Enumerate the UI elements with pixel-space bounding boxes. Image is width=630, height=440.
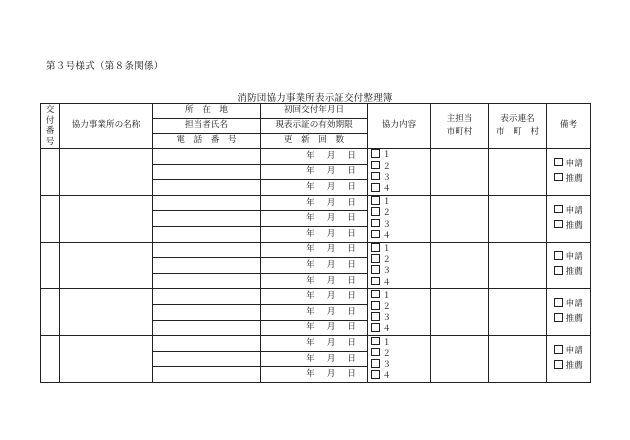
date-day-label: 日 bbox=[347, 306, 356, 317]
entry-date-field[interactable] bbox=[261, 180, 368, 196]
cooperation-checkbox[interactable] bbox=[371, 359, 391, 370]
remark-checkbox[interactable] bbox=[554, 265, 583, 280]
cooperation-checkbox[interactable] bbox=[371, 172, 391, 183]
cooperation-option-label: ４ bbox=[382, 229, 391, 240]
entry-person-field[interactable] bbox=[153, 211, 261, 227]
entry-date-field[interactable] bbox=[261, 304, 368, 320]
entry-date-field[interactable] bbox=[261, 164, 368, 180]
remark-option-label: 申請 bbox=[565, 158, 583, 169]
date-year-label: 年 bbox=[306, 337, 315, 348]
cooperation-checkbox[interactable] bbox=[371, 277, 391, 288]
entry-joint-display[interactable] bbox=[489, 195, 547, 242]
date-month-label: 月 bbox=[326, 228, 336, 239]
remark-checkbox[interactable] bbox=[554, 157, 583, 172]
cooperation-checkbox[interactable] bbox=[371, 219, 391, 230]
entry-business-name[interactable] bbox=[60, 195, 153, 242]
entry-remarks bbox=[547, 149, 591, 196]
checkbox-square-icon bbox=[371, 183, 380, 192]
cooperation-checkbox[interactable] bbox=[371, 301, 391, 312]
header-remarks: 備考 bbox=[547, 104, 591, 149]
remark-checkbox[interactable] bbox=[554, 172, 583, 187]
form-number-label: 第３号様式（第８条関係） bbox=[46, 61, 164, 72]
entry-cooperation-options bbox=[368, 289, 431, 336]
entry-phone-field[interactable] bbox=[153, 226, 261, 242]
remark-option-label: 申請 bbox=[565, 252, 583, 263]
date-month-label: 月 bbox=[326, 291, 336, 302]
table-row bbox=[41, 195, 591, 211]
header-row-1 bbox=[41, 104, 591, 119]
entry-joint-display[interactable] bbox=[489, 289, 547, 336]
date-day-label: 日 bbox=[347, 228, 356, 239]
cooperation-checkbox[interactable] bbox=[371, 348, 391, 359]
entry-remarks bbox=[547, 336, 591, 383]
entry-issue-number[interactable] bbox=[41, 149, 60, 196]
entry-phone-field[interactable] bbox=[153, 367, 261, 383]
header-main-municipality: 主担当 市町村 bbox=[431, 104, 489, 149]
entry-person-field[interactable] bbox=[153, 304, 261, 320]
header-person-in-charge: 担当者氏名 bbox=[153, 119, 261, 134]
cooperation-option-label: ２ bbox=[382, 347, 391, 358]
remark-option-label: 推薦 bbox=[565, 220, 583, 231]
entry-business-name[interactable] bbox=[60, 242, 153, 289]
cooperation-option-label: ２ bbox=[382, 207, 391, 218]
date-month-label: 月 bbox=[326, 353, 336, 364]
entry-address-field[interactable] bbox=[153, 195, 261, 211]
checkbox-square-icon bbox=[554, 173, 563, 182]
date-month-label: 月 bbox=[326, 369, 336, 380]
checkbox-square-icon bbox=[371, 277, 380, 286]
entry-issue-number[interactable] bbox=[41, 289, 60, 336]
checkbox-square-icon bbox=[371, 149, 380, 158]
cooperation-option-label: ３ bbox=[382, 312, 391, 323]
cooperation-option-label: ３ bbox=[382, 359, 391, 370]
entry-address-field[interactable] bbox=[153, 336, 261, 352]
checkbox-square-icon bbox=[554, 205, 563, 214]
checkbox-square-icon bbox=[371, 265, 380, 274]
issue-number-char: 交 bbox=[45, 105, 55, 115]
checkbox-square-icon bbox=[371, 243, 380, 252]
cooperation-checkbox[interactable] bbox=[371, 323, 391, 334]
date-day-label: 日 bbox=[347, 369, 356, 380]
cooperation-checkbox[interactable] bbox=[371, 196, 391, 207]
date-month-label: 月 bbox=[326, 322, 336, 333]
date-year-label: 年 bbox=[306, 181, 315, 192]
checkbox-square-icon bbox=[371, 161, 380, 170]
cooperation-option-label: ２ bbox=[382, 160, 391, 171]
checkbox-square-icon bbox=[554, 313, 563, 322]
cooperation-option-label: １ bbox=[382, 243, 391, 254]
checkbox-square-icon bbox=[371, 348, 380, 357]
date-year-label: 年 bbox=[306, 275, 315, 286]
remark-checkbox[interactable] bbox=[554, 250, 583, 265]
checkbox-square-icon bbox=[554, 158, 563, 167]
entry-issue-number[interactable] bbox=[41, 242, 60, 289]
remark-option-label: 推薦 bbox=[565, 173, 583, 184]
ledger-title: 消防団協力事業所表示証交付整理簿 bbox=[237, 93, 393, 104]
entry-date-field[interactable] bbox=[261, 289, 368, 305]
entry-date-field[interactable] bbox=[261, 273, 368, 289]
date-month-label: 月 bbox=[326, 150, 336, 161]
header-current-validity: 現表示証の有効期限 bbox=[261, 119, 368, 134]
remark-option-label: 推薦 bbox=[565, 267, 583, 278]
entry-joint-display[interactable] bbox=[489, 242, 547, 289]
entry-cooperation-options bbox=[368, 195, 431, 242]
checkbox-square-icon bbox=[371, 337, 380, 346]
checkbox-square-icon bbox=[554, 298, 563, 307]
checkbox-square-icon bbox=[554, 345, 563, 354]
table-row bbox=[41, 242, 591, 258]
entry-cooperation-options bbox=[368, 149, 431, 196]
cooperation-option-label: ４ bbox=[382, 323, 391, 334]
cooperation-option-label: １ bbox=[382, 196, 391, 207]
table-row bbox=[41, 149, 591, 165]
entry-date-field[interactable] bbox=[261, 320, 368, 336]
cooperation-option-label: ４ bbox=[382, 183, 391, 194]
date-year-label: 年 bbox=[306, 306, 315, 317]
remark-checkbox[interactable] bbox=[554, 359, 583, 374]
checkbox-square-icon bbox=[371, 230, 380, 239]
entry-date-field[interactable] bbox=[261, 336, 368, 352]
entry-joint-display[interactable] bbox=[489, 336, 547, 383]
entry-main-municipality[interactable] bbox=[431, 195, 489, 242]
cooperation-checkbox[interactable] bbox=[371, 312, 391, 323]
entry-main-municipality[interactable] bbox=[431, 289, 489, 336]
remark-checkbox[interactable] bbox=[554, 312, 583, 327]
issuance-ledger-table bbox=[40, 103, 591, 383]
entry-address-field[interactable] bbox=[153, 149, 261, 165]
header-address: 所 在 地 bbox=[153, 104, 261, 119]
cooperation-checkbox[interactable] bbox=[371, 265, 391, 276]
date-day-label: 日 bbox=[347, 275, 356, 286]
date-year-label: 年 bbox=[306, 322, 315, 333]
checkbox-square-icon bbox=[554, 251, 563, 260]
table-row bbox=[41, 336, 591, 352]
date-month-label: 月 bbox=[326, 213, 336, 224]
checkbox-square-icon bbox=[371, 323, 380, 332]
cooperation-checkbox[interactable] bbox=[371, 254, 391, 265]
cooperation-option-label: ２ bbox=[382, 254, 391, 265]
issue-number-char: 番 bbox=[45, 126, 55, 136]
date-month-label: 月 bbox=[326, 197, 336, 208]
date-day-label: 日 bbox=[347, 213, 356, 224]
table-row bbox=[41, 289, 591, 305]
entry-main-municipality[interactable] bbox=[431, 336, 489, 383]
date-year-label: 年 bbox=[306, 369, 315, 380]
remark-option-label: 申請 bbox=[565, 299, 583, 310]
entry-remarks bbox=[547, 289, 591, 336]
remark-checkbox[interactable] bbox=[554, 219, 583, 234]
date-day-label: 日 bbox=[347, 322, 356, 333]
checkbox-square-icon bbox=[371, 290, 380, 299]
checkbox-square-icon bbox=[371, 207, 380, 216]
cooperation-option-label: ４ bbox=[382, 370, 391, 381]
cooperation-option-label: ２ bbox=[382, 301, 391, 312]
date-day-label: 日 bbox=[347, 353, 356, 364]
entry-person-field[interactable] bbox=[153, 258, 261, 274]
date-month-label: 月 bbox=[326, 275, 336, 286]
entry-phone-field[interactable] bbox=[153, 180, 261, 196]
cooperation-option-label: ４ bbox=[382, 276, 391, 287]
entry-date-field[interactable] bbox=[261, 351, 368, 367]
checkbox-square-icon bbox=[554, 266, 563, 275]
date-year-label: 年 bbox=[306, 213, 315, 224]
entry-remarks bbox=[547, 242, 591, 289]
checkbox-square-icon bbox=[371, 172, 380, 181]
date-year-label: 年 bbox=[306, 244, 315, 255]
date-year-label: 年 bbox=[306, 166, 315, 177]
header-cooperation: 協力内容 bbox=[368, 104, 431, 149]
remark-checkbox[interactable] bbox=[554, 204, 583, 219]
checkbox-square-icon bbox=[371, 370, 380, 379]
remark-checkbox[interactable] bbox=[554, 344, 583, 359]
cooperation-option-label: ３ bbox=[382, 265, 391, 276]
cooperation-option-label: ３ bbox=[382, 171, 391, 182]
entry-business-name[interactable] bbox=[60, 149, 153, 196]
date-month-label: 月 bbox=[326, 181, 336, 192]
date-day-label: 日 bbox=[347, 197, 356, 208]
date-month-label: 月 bbox=[326, 259, 336, 270]
entry-date-field[interactable] bbox=[261, 367, 368, 383]
cooperation-checkbox[interactable] bbox=[371, 149, 391, 160]
date-day-label: 日 bbox=[347, 259, 356, 270]
cooperation-checkbox[interactable] bbox=[371, 337, 391, 348]
checkbox-square-icon bbox=[554, 220, 563, 229]
date-month-label: 月 bbox=[326, 166, 336, 177]
cooperation-checkbox[interactable] bbox=[371, 290, 391, 301]
entry-main-municipality[interactable] bbox=[431, 242, 489, 289]
entry-date-field[interactable] bbox=[261, 258, 368, 274]
checkbox-square-icon bbox=[371, 219, 380, 228]
entry-date-field[interactable] bbox=[261, 226, 368, 242]
entry-person-field[interactable] bbox=[153, 351, 261, 367]
entry-issue-number[interactable] bbox=[41, 336, 60, 383]
cooperation-checkbox[interactable] bbox=[371, 207, 391, 218]
entry-date-field[interactable] bbox=[261, 195, 368, 211]
date-day-label: 日 bbox=[347, 337, 356, 348]
entry-person-field[interactable] bbox=[153, 164, 261, 180]
date-year-label: 年 bbox=[306, 228, 315, 239]
header-joint-display: 表示連名 市 町 村 bbox=[489, 104, 547, 149]
entry-business-name[interactable] bbox=[60, 289, 153, 336]
cooperation-option-label: １ bbox=[382, 336, 391, 347]
date-year-label: 年 bbox=[306, 150, 315, 161]
entry-cooperation-options bbox=[368, 242, 431, 289]
header-renewal-count: 更 新 回 数 bbox=[261, 134, 368, 149]
date-day-label: 日 bbox=[347, 166, 356, 177]
date-day-label: 日 bbox=[347, 244, 356, 255]
checkbox-square-icon bbox=[371, 301, 380, 310]
date-day-label: 日 bbox=[347, 150, 356, 161]
cooperation-checkbox[interactable] bbox=[371, 230, 391, 241]
remark-option-label: 推薦 bbox=[565, 361, 583, 372]
date-year-label: 年 bbox=[306, 291, 315, 302]
cooperation-checkbox[interactable] bbox=[371, 183, 391, 194]
date-year-label: 年 bbox=[306, 197, 315, 208]
entry-date-field[interactable] bbox=[261, 211, 368, 227]
entry-phone-field[interactable] bbox=[153, 320, 261, 336]
remark-option-label: 申請 bbox=[565, 205, 583, 216]
entry-phone-field[interactable] bbox=[153, 273, 261, 289]
issue-number-char: 号 bbox=[45, 136, 55, 147]
entry-joint-display[interactable] bbox=[489, 149, 547, 196]
header-business-name: 協力事業所の名称 bbox=[60, 104, 153, 149]
date-year-label: 年 bbox=[306, 259, 315, 270]
entry-address-field[interactable] bbox=[153, 289, 261, 305]
checkbox-square-icon bbox=[554, 360, 563, 369]
date-day-label: 日 bbox=[347, 181, 356, 192]
cooperation-option-label: １ bbox=[382, 289, 391, 300]
entry-remarks bbox=[547, 195, 591, 242]
date-month-label: 月 bbox=[326, 337, 336, 348]
remark-option-label: 推薦 bbox=[565, 314, 583, 325]
cooperation-checkbox[interactable] bbox=[371, 243, 391, 254]
entry-main-municipality[interactable] bbox=[431, 149, 489, 196]
header-phone: 電 話 番 号 bbox=[153, 134, 261, 149]
entry-date-field[interactable] bbox=[261, 242, 368, 258]
date-year-label: 年 bbox=[306, 353, 315, 364]
issue-number-char: 付 bbox=[45, 115, 55, 126]
remark-option-label: 申請 bbox=[565, 346, 583, 357]
date-month-label: 月 bbox=[326, 306, 336, 317]
cooperation-option-label: ３ bbox=[382, 218, 391, 229]
remark-checkbox[interactable] bbox=[554, 297, 583, 312]
entry-date-field[interactable] bbox=[261, 149, 368, 165]
entry-address-field[interactable] bbox=[153, 242, 261, 258]
checkbox-square-icon bbox=[371, 359, 380, 368]
cooperation-checkbox[interactable] bbox=[371, 370, 391, 381]
checkbox-square-icon bbox=[371, 254, 380, 263]
cooperation-checkbox[interactable] bbox=[371, 161, 391, 172]
entry-business-name[interactable] bbox=[60, 336, 153, 383]
checkbox-square-icon bbox=[371, 196, 380, 205]
date-month-label: 月 bbox=[326, 244, 336, 255]
entry-cooperation-options bbox=[368, 336, 431, 383]
checkbox-square-icon bbox=[371, 312, 380, 321]
entry-issue-number[interactable] bbox=[41, 195, 60, 242]
header-first-issue-date: 初回交付年月日 bbox=[261, 104, 368, 119]
cooperation-option-label: １ bbox=[382, 149, 391, 160]
date-day-label: 日 bbox=[347, 291, 356, 302]
header-issue-number bbox=[41, 104, 60, 149]
